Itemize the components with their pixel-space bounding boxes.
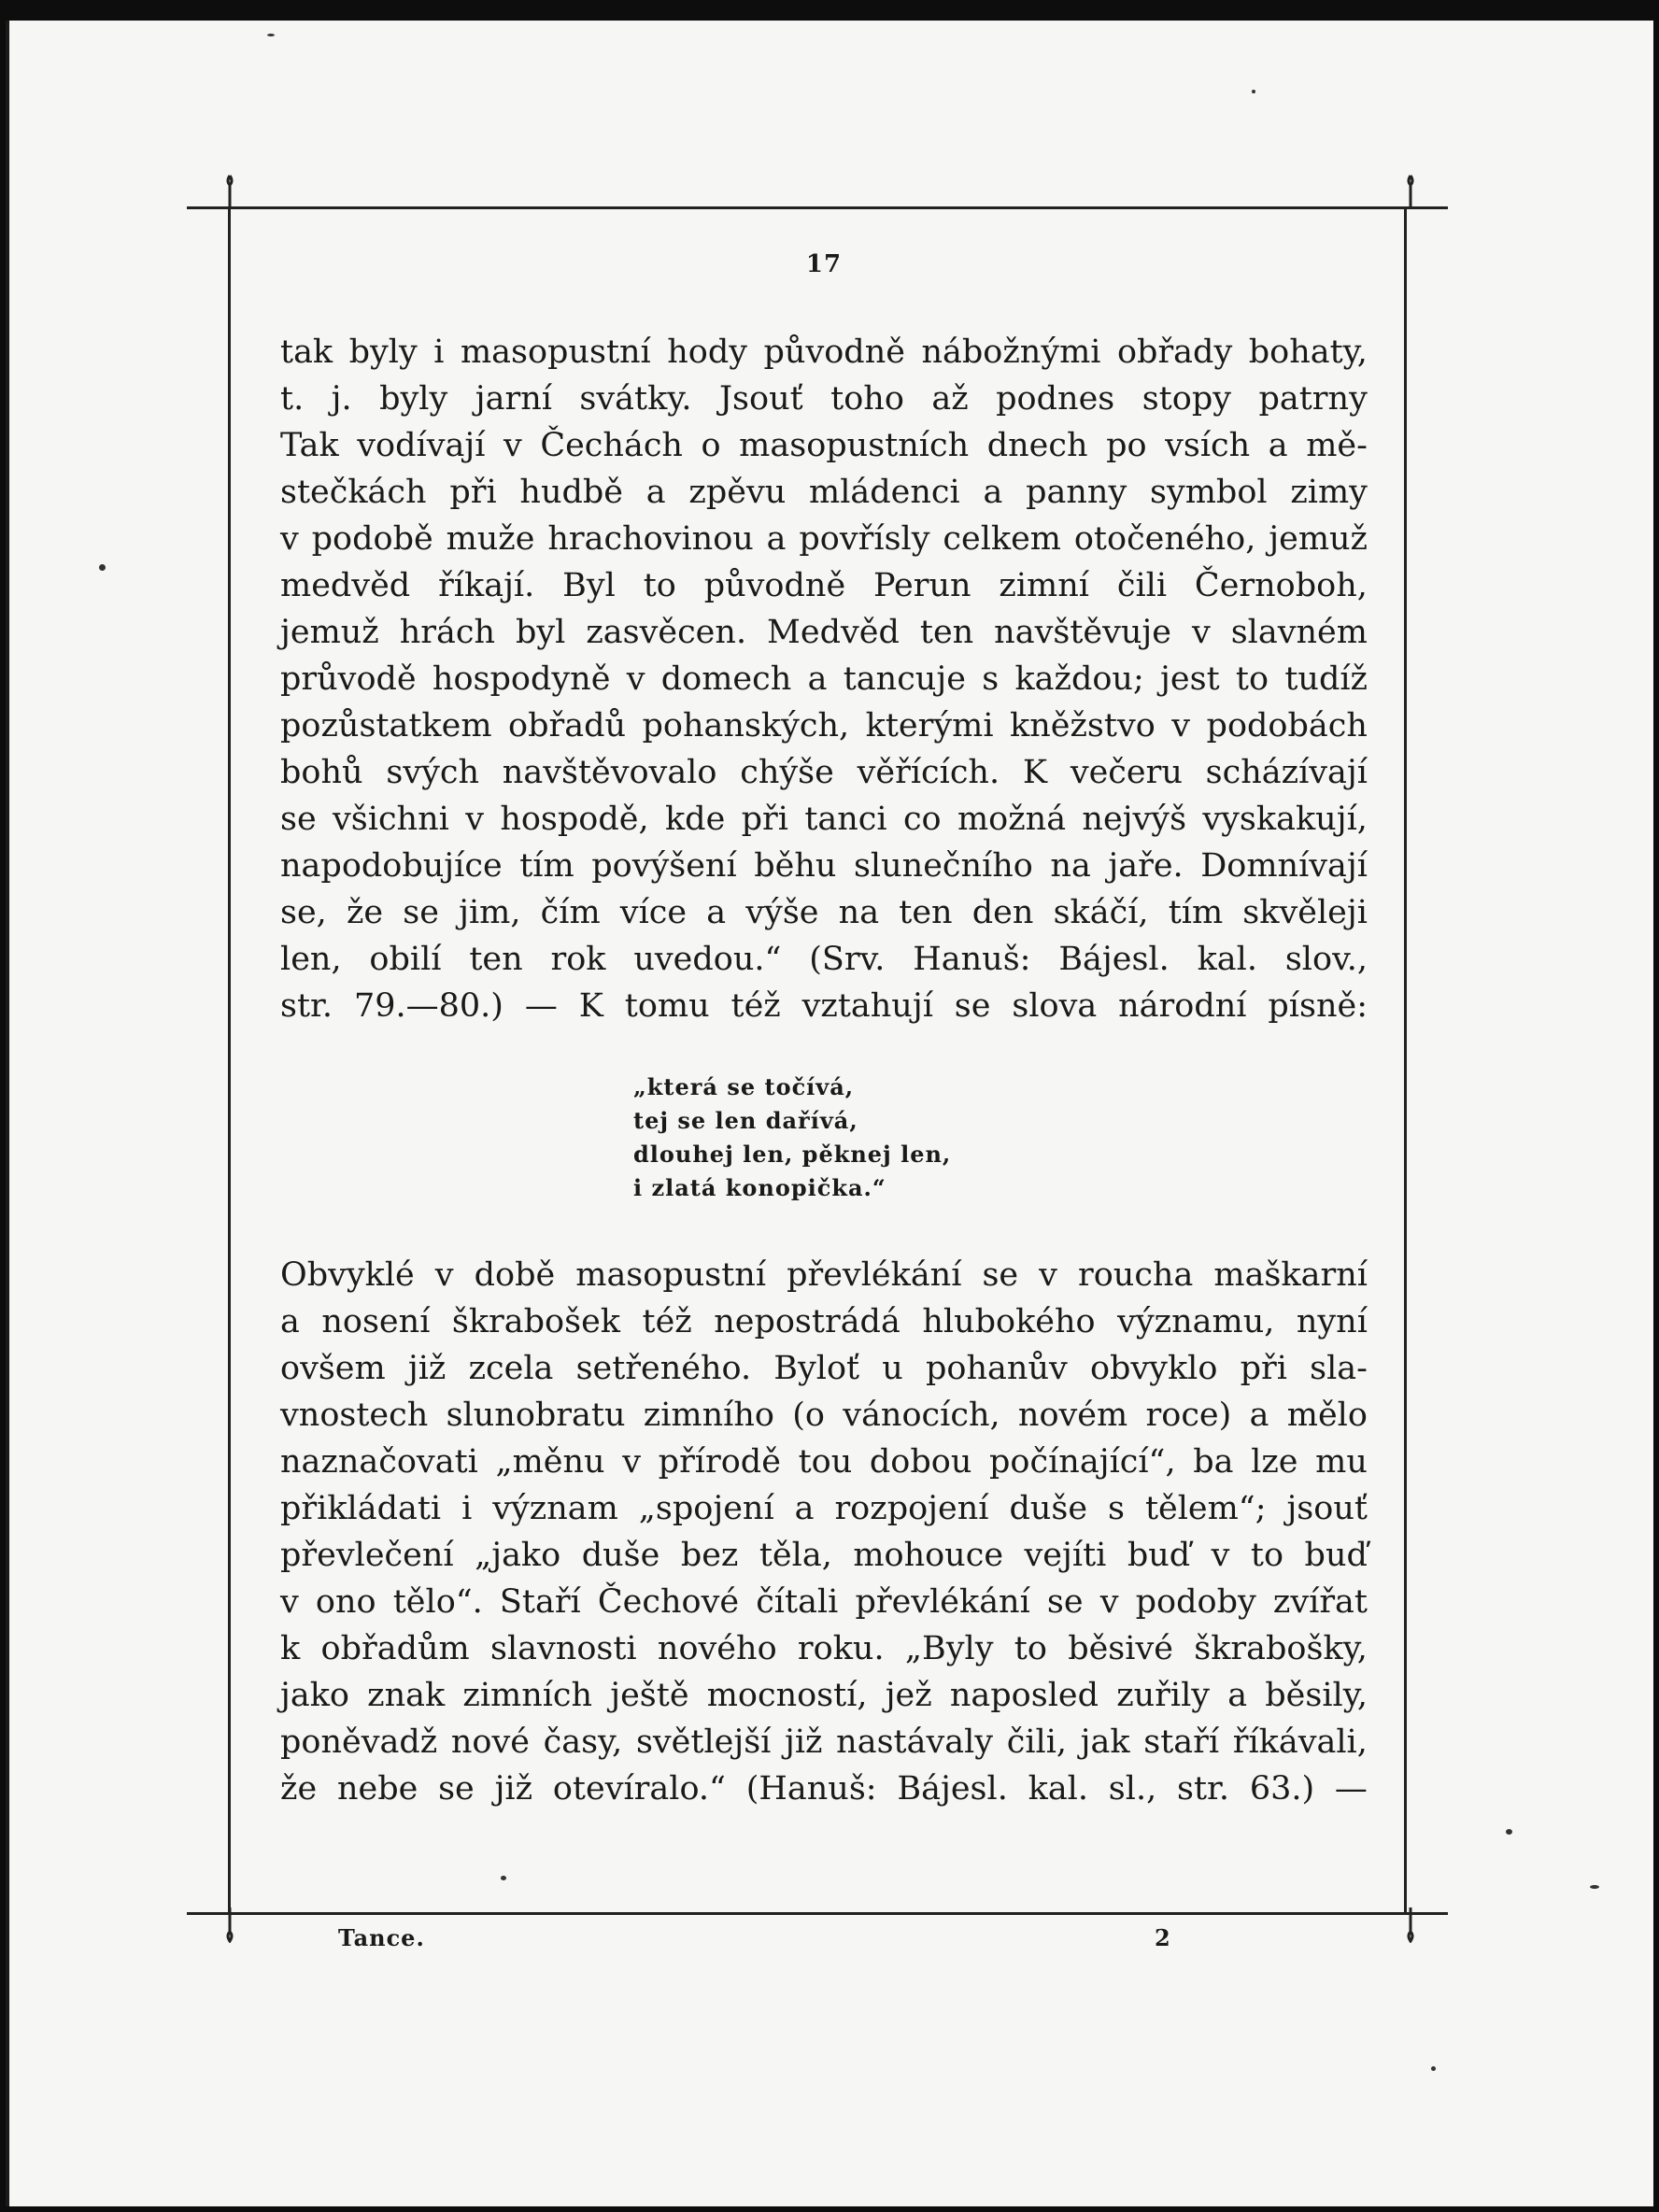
text-line: že nebe se již otevíralo.“ (Hanuš: Bájesl. kal. sl., str. 63.) — bbox=[280, 1770, 1368, 1808]
specks bbox=[1431, 2066, 1436, 2071]
text-line: jako znak zimních ještě mocností, jež naposled zuřily a běsily, bbox=[280, 1677, 1368, 1714]
text-line: naznačovati „měnu v přírodě tou dobou počínající“, ba lze mu bbox=[280, 1443, 1368, 1481]
text-line: tak byly i masopustní hody původně nábožnými obřady bohaty, bbox=[280, 333, 1368, 371]
specks bbox=[1506, 1829, 1512, 1835]
text-line: průvodě hospodyně v domech a tancuje s každou; jest to tudíž bbox=[280, 660, 1368, 698]
paragraph-1 bbox=[280, 329, 1368, 1029]
text-line: vnostech slunobratu zimního (o vánocích, novém roce) a mělo bbox=[280, 1397, 1368, 1434]
text-line: str. 79.—80.) — K tomu též vztahují se slova národní písně: bbox=[280, 987, 1368, 1025]
text-line: pozůstatkem obřadů pohanských, kterými kněžstvo v podobách bbox=[280, 707, 1368, 744]
verse-line: i zlatá konopička.“ bbox=[633, 1174, 886, 1201]
text-line: poněvadž nové časy, světlejší již nastávaly čili, jak staří říkávali, bbox=[280, 1723, 1368, 1761]
text-line: k obřadům slavnosti nového roku. „Byly to běsivé škrabošky, bbox=[280, 1630, 1368, 1667]
text-line: přikládati i význam „spojení a rozpojení duše s tělem“; jsouť bbox=[280, 1490, 1368, 1527]
paragraph-2 bbox=[280, 1252, 1368, 1812]
text-line: len, obilí ten rok uvedou.“ (Srv. Hanuš: Bájesl. kal. slov., bbox=[280, 941, 1368, 978]
footer-sheet-number: 2 bbox=[1155, 1924, 1170, 1951]
corner-ornament-icon bbox=[1392, 174, 1429, 211]
text-line: se všichni v hospodě, kde při tanci co možná nejvýš vyskakují, bbox=[280, 801, 1368, 838]
verse-line: dlouhej len, pěknej len, bbox=[633, 1141, 952, 1168]
text-line: napodobujíce tím povýšení běhu slunečního na jaře. Domnívají bbox=[280, 847, 1368, 885]
text-line: stečkách při hudbě a zpěvu mládenci a panny symbol zimy bbox=[280, 474, 1368, 511]
text-line: ovšem již zcela setřeného. Byloť u pohanův obvyklo při sla- bbox=[280, 1350, 1368, 1387]
text-line: Obvyklé v době masopustní převlékání se v roucha maškarní bbox=[280, 1256, 1368, 1294]
frame-bottom-rule bbox=[187, 1912, 1448, 1915]
text-line: a nosení škrabošek též nepostrádá hlubokého významu, nyní bbox=[280, 1303, 1368, 1340]
corner-ornament-icon bbox=[1392, 1906, 1429, 1943]
specks bbox=[1590, 1885, 1599, 1889]
text-line: jemuž hrách byl zasvěcen. Medvěd ten navštěvuje v slavném bbox=[280, 614, 1368, 651]
text-line: bohů svých navštěvovalo chýše věřících. K večeru scházívají bbox=[280, 754, 1368, 791]
text-line: medvěd říkají. Byl to původně Perun zimní čili Černoboh, bbox=[280, 567, 1368, 604]
verse-line: tej se len dařívá, bbox=[633, 1107, 858, 1134]
text-line: v podobě muže hrachovinou a povřísly celkem otočeného, jemuž bbox=[280, 520, 1368, 558]
frame-top-rule bbox=[187, 206, 1448, 209]
text-line: se, že se jim, čím více a výše na ten den skáčí, tím skvěleji bbox=[280, 894, 1368, 931]
footer-signature-title: Tance. bbox=[338, 1924, 425, 1951]
specks bbox=[267, 34, 275, 36]
text-line: Tak vodívají v Čechách o masopustních dnech po vsích a mě- bbox=[280, 427, 1368, 464]
verse-quote bbox=[633, 1071, 951, 1205]
text-line: převlečení „jako duše bez těla, mohouce vejíti buď v to buď bbox=[280, 1537, 1368, 1574]
page-number: 17 bbox=[805, 250, 843, 278]
specks bbox=[1252, 90, 1255, 93]
corner-ornament-icon bbox=[211, 174, 248, 211]
text-line: v ono tělo“. Staří Čechové čítali převlékání se v podoby zvířat bbox=[280, 1583, 1368, 1621]
text-line: t. j. byly jarní svátky. Jsouť toho až podnes stopy patrny bbox=[280, 380, 1368, 418]
corner-ornament-icon bbox=[211, 1906, 248, 1943]
verse-line: „která se točívá, bbox=[633, 1073, 855, 1100]
specks bbox=[99, 564, 106, 571]
